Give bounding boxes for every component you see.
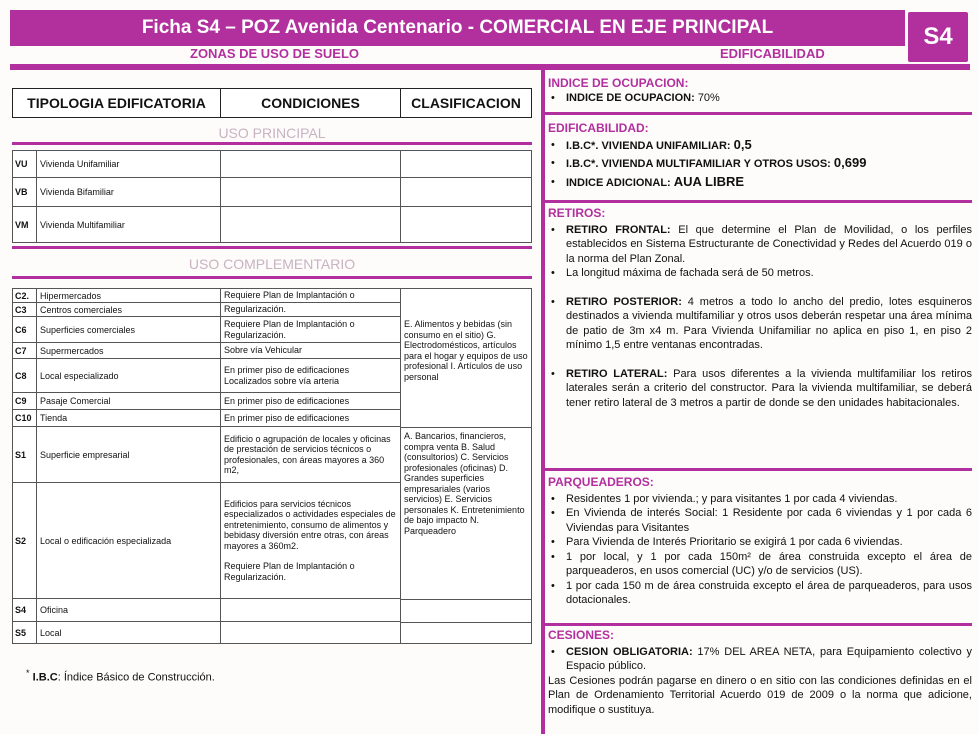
complement-divider-top xyxy=(12,246,532,249)
row-name: Local xyxy=(37,622,221,644)
row-name: Supermercados xyxy=(37,343,221,358)
parq-item: Para Vivienda de Interés Prioritario se exigirá 1 por cada 6 viviendas. xyxy=(566,536,903,548)
row-name: Superficies comerciales xyxy=(37,317,221,342)
row-cond xyxy=(221,178,401,206)
bullet: • xyxy=(551,507,555,519)
indice-label: INDICE DE OCUPACION: xyxy=(566,91,695,104)
row-name: Superficie empresarial xyxy=(37,427,221,482)
bullet: • xyxy=(551,295,555,308)
right-divider xyxy=(545,200,972,203)
list-item xyxy=(548,156,972,172)
list-item xyxy=(548,367,972,411)
row-name: Vivienda Unifamiliar xyxy=(37,151,221,177)
row-name: Vivienda Bifamiliar xyxy=(37,178,221,206)
row-cond: Edificio o agrupación de locales y oficinas de prestación de servicios técnicos o profesionales, con áreas mayores a 360 m2, xyxy=(221,427,401,482)
row-code: VB xyxy=(13,178,37,206)
table-row xyxy=(13,483,401,599)
fachada-text: La longitud máxima de fachada será de 50 metros. xyxy=(566,267,814,279)
bullet: • xyxy=(551,157,555,169)
parqueaderos-section xyxy=(548,475,972,608)
row-code: C3 xyxy=(13,303,37,316)
list-item xyxy=(548,138,972,154)
list-item xyxy=(548,175,972,191)
footnote-star: * xyxy=(26,668,30,678)
right-divider xyxy=(545,468,972,471)
clasificacion-divider xyxy=(401,427,532,428)
list-item xyxy=(548,223,972,267)
row-code: C10 xyxy=(13,410,37,426)
table-row xyxy=(13,343,401,359)
parq-title: PARQUEADEROS: xyxy=(548,475,654,489)
bullet: • xyxy=(551,91,555,104)
footnote xyxy=(26,668,215,684)
list-item xyxy=(548,506,972,535)
header-clasificacion: CLASIFICACION xyxy=(411,95,521,111)
ces-title: CESIONES: xyxy=(548,628,615,642)
retiro-lateral-label: RETIRO LATERAL: xyxy=(566,367,668,380)
bullet: • xyxy=(551,267,555,279)
bullet: • xyxy=(551,223,555,236)
retiro-posterior-text: 4 metros a todo lo ancho del predio, lotes esquineros destinados a vivienda multifamiliar y otros usos deberán respetar una área mínima de patio de 3m x4 m. Para Vivienda Unifamiliar no aplica en piso 1, en piso 2 mínimo 1,5 entre ventanas encontradas. xyxy=(566,295,973,351)
ces-text: 17% DEL AREA NETA, para Equipamiento colectivo y Espacio público. xyxy=(566,645,972,672)
row-code: VM xyxy=(13,207,37,242)
row-code: C7 xyxy=(13,343,37,358)
row-cond xyxy=(221,599,401,621)
row-cond: Regularización. xyxy=(221,303,401,316)
row-name: Vivienda Multifamiliar xyxy=(37,207,221,242)
row-code: C9 xyxy=(13,393,37,409)
row-name: Local especializado xyxy=(37,359,221,392)
row-cond-text: Edificios para servicios técnicos especializados o actividades especiales de entretenimiento, consumo de alimentos y bebidasy diversión entre otras, con áreas mayores a 360m2. xyxy=(224,498,396,551)
list-item xyxy=(548,266,972,281)
row-clas xyxy=(401,178,531,206)
uso-complementario-title: USO COMPLEMENTARIO xyxy=(188,256,356,272)
row-code: S5 xyxy=(13,622,37,644)
indice-value: 70% xyxy=(697,91,720,104)
table-row xyxy=(13,289,401,303)
row-code: VU xyxy=(13,151,37,177)
footnote-text: : Índice Básico de Construcción. xyxy=(57,671,215,684)
column-divider xyxy=(541,70,545,734)
row-code: S1 xyxy=(13,427,37,482)
row-cond xyxy=(221,207,401,242)
table-row xyxy=(13,317,401,343)
list-item xyxy=(548,492,972,507)
left-section-label: ZONAS DE USO DE SUELO xyxy=(190,46,360,61)
right-divider xyxy=(545,623,972,626)
list-item xyxy=(548,535,972,550)
zone-badge: S4 xyxy=(908,12,968,62)
edif-value: AUA LIBRE xyxy=(673,173,745,189)
principal-divider xyxy=(12,142,532,145)
row-code: C6 xyxy=(13,317,37,342)
row-name: Pasaje Comercial xyxy=(37,393,221,409)
parq-item: 1 por cada 150 m de área construida excepto el área de parqueaderos, para usos dotacionales. xyxy=(566,579,972,606)
retiro-frontal-text: El que determine el Plan de Movilidad, o los perfiles establecidos en Sistema Estructurante de Conectividad y Redes del Acuerdo 019 o la norma del Plan Zonal. xyxy=(566,223,972,265)
table-row xyxy=(13,393,401,410)
clasificacion-divider xyxy=(401,622,532,623)
table-row xyxy=(13,178,531,207)
bullet: • xyxy=(551,550,555,563)
header-condiciones: CONDICIONES xyxy=(221,89,401,117)
retiro-lateral-text: Para usos diferentes a la vivienda multifamiliar los retiros laterales serán a criterio del constructor. Para la vivienda multifamiliar, se deberá tener retiro lateral de 3 metros a partir de donde se den unidades habitacionales. xyxy=(566,367,972,409)
uso-principal-title: USO PRINCIPAL xyxy=(218,125,326,141)
row-name: Centros comerciales xyxy=(37,303,221,316)
bullet: • xyxy=(551,579,555,592)
row-cond-text-2: Requiere Plan de Implantación o Regularización. xyxy=(224,561,355,582)
row-clas xyxy=(401,151,531,177)
complement-divider-bottom xyxy=(12,276,532,279)
list-item xyxy=(548,579,972,608)
edif-title: EDIFICABILIDAD: xyxy=(548,121,649,135)
retiros-title: RETIROS: xyxy=(548,206,606,220)
edif-value: 0,699 xyxy=(833,155,867,170)
bullet: • xyxy=(551,536,555,548)
bullet: • xyxy=(551,645,555,658)
title-text: Ficha S4 – POZ Avenida Centenario - COMERCIAL EN EJE PRINCIPAL xyxy=(141,17,774,38)
retiros-section xyxy=(548,206,972,410)
row-cond: En primer piso de edificaciones xyxy=(221,410,401,426)
row-cond: En primer piso de edificaciones xyxy=(221,393,401,409)
table-row xyxy=(13,427,401,483)
edif-label: I.B.C*. VIVIENDA UNIFAMILIAR: xyxy=(566,139,731,152)
clasificacion-comercio: E. Alimentos y bebidas (sin consumo en el sitio) G. Electrodomésticos, artículos para el hogar y equipos de uso profesional I. Artículos de uso personal xyxy=(404,319,528,382)
right-divider xyxy=(545,112,972,115)
bullet: • xyxy=(551,175,555,188)
row-cond: Sobre vía Vehicular xyxy=(221,343,401,358)
clasificacion-divider xyxy=(401,599,532,600)
table-row xyxy=(13,207,531,242)
ces-label: CESION OBLIGATORIA: xyxy=(566,645,693,658)
retiro-frontal-label: RETIRO FRONTAL: xyxy=(566,223,671,236)
footnote-label: I.B.C xyxy=(32,671,58,684)
list-item xyxy=(548,91,972,106)
retiro-posterior-label: RETIRO POSTERIOR: xyxy=(566,295,682,308)
principal-table xyxy=(12,150,532,243)
row-code: S2 xyxy=(13,483,37,598)
ces-note: Las Cesiones podrán pagarse en dinero o en sitio con las condiciones definidas en el Plan de Ordenamiento Territorial Acuerdo 019 de 2009 o la norma que adicione, modifique o sustituya. xyxy=(548,674,972,716)
list-item xyxy=(548,295,972,353)
edif-value: 0,5 xyxy=(733,136,752,152)
header-tipologia: TIPOLOGIA EDIFICATORIA xyxy=(13,89,221,117)
table-row xyxy=(13,359,401,393)
row-cond: Requiere Plan de Implantación o xyxy=(221,289,401,302)
bullet: • xyxy=(551,138,555,151)
parq-item: En Vivienda de interés Social: 1 Residente por cada 6 viviendas y 1 por cada 6 Viviendas para Visitantes xyxy=(566,507,972,534)
top-divider xyxy=(10,64,970,70)
edif-label: INDICE ADICIONAL: xyxy=(566,176,671,189)
row-cond xyxy=(221,622,401,644)
list-item xyxy=(548,645,972,674)
table-row xyxy=(13,151,531,178)
bullet: • xyxy=(551,367,555,380)
row-code: C2. xyxy=(13,289,37,302)
row-clas xyxy=(401,207,531,242)
indice-title: INDICE DE OCUPACION: xyxy=(548,76,689,90)
page-title xyxy=(10,10,905,46)
table-row xyxy=(13,599,401,622)
list-item xyxy=(548,550,972,579)
table-row xyxy=(13,622,401,644)
clasificacion-vline xyxy=(400,289,401,644)
bullet: • xyxy=(551,492,555,505)
clasificacion-servicios: A. Bancarios, financieros, compra venta B. Salud (consultorios) C. Servicios profesionales (oficinas) D. Grandes superficies empresariales (varios servicios) E. Servicios personales K. Entretenimiento de bajo impacto N. Parqueadero xyxy=(404,431,525,536)
parq-item: Residentes 1 por vivienda.; y para visitantes 1 por cada 4 viviendas. xyxy=(566,492,898,505)
table-row xyxy=(13,410,401,427)
row-cond: Requiere Plan de Implantación o Regularización. xyxy=(221,317,401,342)
table-row xyxy=(13,303,401,317)
edif-label: I.B.C*. VIVIENDA MULTIFAMILIAR Y OTROS USOS: xyxy=(566,158,831,170)
row-name: Oficina xyxy=(37,599,221,621)
row-code: C8 xyxy=(13,359,37,392)
row-cond xyxy=(221,151,401,177)
edificabilidad-section xyxy=(548,121,972,190)
parq-item: 1 por local, y 1 por cada 150m² de área construida excepto el área de parqueaderos, en usos comercial (UC) y/o de servicios (US). xyxy=(566,550,972,577)
complement-table xyxy=(12,288,532,644)
row-cond xyxy=(221,483,401,598)
row-name: Hipermercados xyxy=(37,289,221,302)
cesiones-section xyxy=(548,628,972,717)
row-name: Tienda xyxy=(37,410,221,426)
row-code: S4 xyxy=(13,599,37,621)
indice-ocupacion-section xyxy=(548,76,972,105)
row-cond: En primer piso de edificaciones Localizados sobre vía arteria xyxy=(221,359,401,392)
right-section-label: EDIFICABILIDAD xyxy=(720,46,825,61)
row-name: Local o edificación especializada xyxy=(37,483,221,598)
table-header xyxy=(12,88,532,118)
